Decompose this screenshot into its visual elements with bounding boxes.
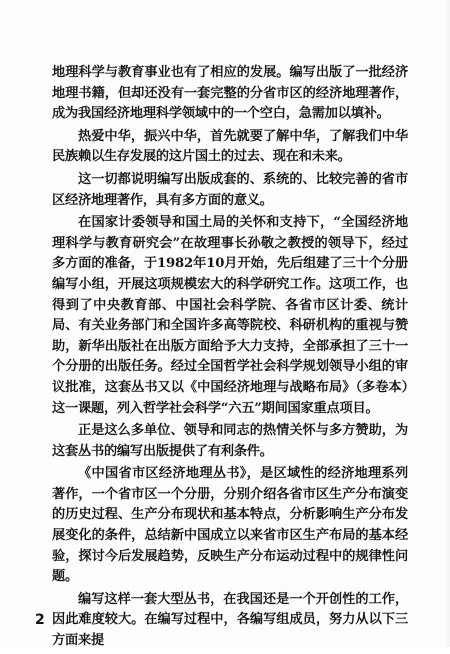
page-number: 2 bbox=[35, 612, 45, 628]
body-text bbox=[52, 63, 408, 654]
scan-edge-shadow bbox=[444, 0, 450, 647]
paragraph-4: 在国家计委领导和国土局的关怀和支持下，“全国经济地理科学与教育研究会”在故理事长孙敬之教授的领导下，经过多方面的准备，于1982年10月开始，先后组建了三十个分册编写小组，开展这项规模宏大的科学研究工作。这项工作，也得到了中央教育部、中国社会科学院、各省市区计委、统计局、有关业务部门和全国许多高等院校、科研机构的重视与赞助，新华出版社在出版方面给予大力支持，全部承担了三十一个分册的出版任务。经过全国哲学社会科学规划领导小组的审议批准，这套丛书又以《中国经济地理与战略布局》（多卷本）这一课题，列入哲学社会科学“六五”期间国家重点项目。 bbox=[52, 215, 408, 416]
paragraph-2: 热爱中华，振兴中华，首先就要了解中华，了解我们中华民族赖以生存发展的这片国土的过去、现在和未来。 bbox=[52, 128, 408, 165]
paragraph-7: 编写这样一套大型丛书，在我国还是一个开创性的工作，因此难度较大。在编写过程中，各编写组成员，努力从以下三方面来提 bbox=[52, 591, 408, 649]
paragraph-1: 地理科学与教育事业也有了相应的发展。编写出版了一批经济地理书籍，但却还没有一套完整的分省市区的经济地理著作，成为我国经济地理科学领域中的一个空白，急需加以填补。 bbox=[52, 65, 408, 122]
paragraph-5: 正是这么多单位、领导和同志的热情关怀与多方赞助，为这套丛书的编写出版提供了有利条件。 bbox=[52, 423, 408, 459]
paragraph-3: 这一切都说明编写出版成套的、系统的、比较完善的省市区经济地理著作，具有多方面的意义。 bbox=[52, 171, 408, 208]
paragraph-6: 《中国省市区经济地理丛书》，是区域性的经济地理系列著作，一个省市区一个分册，分别介绍各省市区生产分布演变的历史过程、生产分布现状和基本特点，分析影响生产分布发展变化的条件，总结新中国成立以来省市区生产布局的基本经验，探讨今后发展趋势，反映生产分布运动过程中的规律性问题。 bbox=[52, 466, 408, 585]
